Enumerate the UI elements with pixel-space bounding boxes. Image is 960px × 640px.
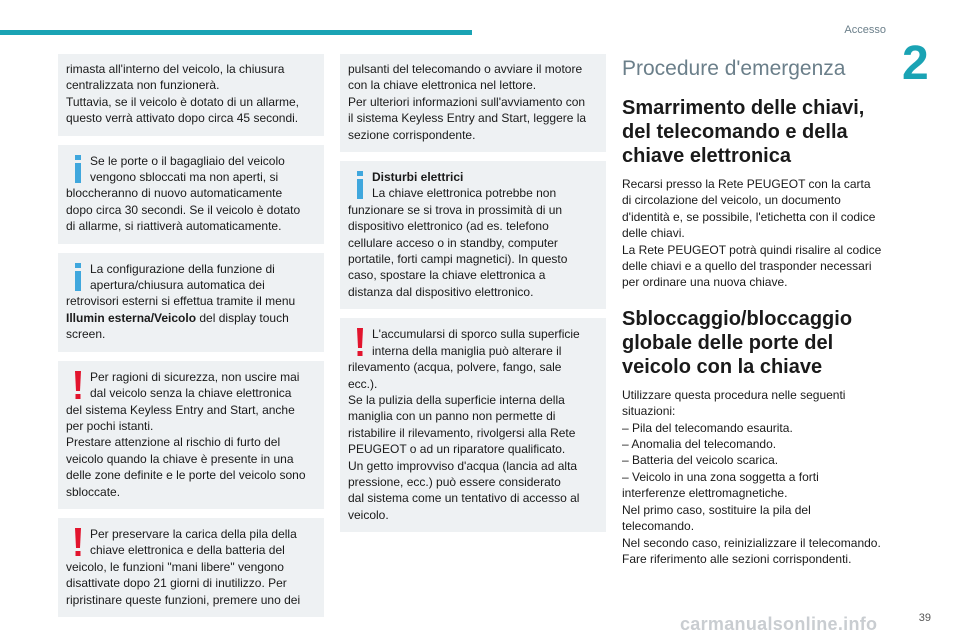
info-box-auto-relock bbox=[58, 145, 324, 244]
text-line: Tuttavia, se il veicolo è dotato di un allarme, bbox=[66, 94, 300, 109]
text-line: ecc.). bbox=[348, 376, 378, 391]
text-line: di allarme, si riattiverà automaticamente. bbox=[66, 219, 282, 234]
warning-icon bbox=[70, 528, 86, 558]
heading-line: globale delle porte del bbox=[622, 331, 834, 354]
text-line: La Rete PEUGEOT potrà quindi risalire al codice bbox=[622, 242, 882, 257]
text-line: sezione corrispondente. bbox=[348, 127, 476, 142]
text-line: funzionare se si trova in prossimità di un bbox=[348, 202, 563, 217]
list-item: – Batteria del veicolo scarica. bbox=[622, 453, 779, 468]
text-line: screen. bbox=[66, 327, 106, 342]
text-line: Un getto improvviso d'acqua (lancia ad alta bbox=[348, 458, 578, 473]
warning-box-battery bbox=[58, 518, 324, 617]
text-line: pressione, ecc.) può essere considerato bbox=[348, 474, 561, 489]
page-number: 39 bbox=[918, 612, 931, 624]
menu-name: Illumin esterna/Veicolo bbox=[66, 310, 197, 325]
text-line: del sistema Keyless Entry and Start, anche bbox=[66, 402, 295, 417]
warning-icon bbox=[352, 328, 368, 358]
text-line: pulsanti del telecomando o avviare il motore bbox=[348, 62, 583, 76]
heading-line: veicolo con la chiave bbox=[622, 355, 823, 378]
text-line: questo verrà attivato dopo circa 45 secondi. bbox=[66, 111, 299, 126]
text-line: sbloccate. bbox=[66, 484, 121, 499]
list-item: – Veicolo in una zona soggetta a forti bbox=[622, 469, 819, 484]
paragraph-global-unlock bbox=[622, 387, 890, 567]
text-line: cellulare acceso o in standby, computer bbox=[348, 235, 558, 250]
text-line: interna della maniglia può alterare il bbox=[372, 343, 562, 358]
text-line: dopo circa 30 secondi. Se il veicolo è dotato bbox=[66, 202, 301, 217]
text-line: situazioni: bbox=[622, 404, 676, 419]
text-line: veicolo quando la chiave è presente in una bbox=[66, 451, 294, 466]
text-line: Per preservare la carica della pila della bbox=[90, 526, 297, 541]
text-line: dal veicolo senza la chiave elettronica bbox=[90, 386, 292, 401]
column-left bbox=[58, 54, 324, 626]
text-line: d'identità e, se possibile, l'etichetta con il codice bbox=[622, 209, 876, 224]
text-line: ristabilire il rilevamento, rivolgersi alla Rete bbox=[348, 425, 576, 440]
text-line: bloccheranno di nuovo automaticamente bbox=[66, 186, 283, 201]
text-line: ripristinare queste funzioni, premere uno dei bbox=[66, 592, 301, 607]
text-fragment: del display touch bbox=[196, 310, 289, 325]
text-line: dal sistema come un tentativo di accesso al bbox=[348, 491, 580, 506]
text-line: Per ulteriori informazioni sull'avviamento con bbox=[348, 94, 586, 109]
paragraph-lost-keys bbox=[622, 176, 890, 291]
text-line: di circolazione del veicolo, un documento bbox=[622, 193, 841, 208]
list-item: – Pila del telecomando esaurita. bbox=[622, 420, 793, 435]
text-line: per pochi istanti. bbox=[66, 418, 154, 433]
text-line: portatile, forti campi magnetici). In questo bbox=[348, 252, 568, 267]
note-box-continued bbox=[340, 54, 606, 152]
text-line: delle chiavi. bbox=[622, 226, 685, 241]
subheading-global-unlock bbox=[622, 307, 890, 379]
text-line: vengono sbloccati ma non aperti, si bbox=[90, 170, 279, 185]
info-icon bbox=[70, 263, 86, 293]
subheading-lost-keys bbox=[622, 96, 890, 168]
text-line: Prestare attenzione al rischio di furto del bbox=[66, 435, 281, 450]
warning-icon bbox=[70, 371, 86, 401]
text-line: delle chiavi e a quello del trasponder necessari bbox=[622, 259, 872, 274]
text-line: veicolo, le funzioni "mani libere" vengono bbox=[66, 559, 284, 574]
text-line: apertura/chiusura automatica dei bbox=[90, 278, 265, 293]
chapter-number: 2 bbox=[902, 37, 929, 90]
text-line: con la chiave elettronica nel lettore. bbox=[348, 78, 537, 93]
info-icon bbox=[70, 155, 86, 185]
text-line: Recarsi presso la Rete PEUGEOT con la carta bbox=[622, 177, 871, 191]
header-accent-bar bbox=[0, 30, 472, 35]
text-line: L'accumularsi di sporco sulla superficie bbox=[372, 327, 580, 342]
text-line: distanza dal dispositivo elettronico. bbox=[348, 284, 534, 299]
text-line: maniglia con un panno non permette di bbox=[348, 409, 556, 424]
text-line: telecomando. bbox=[622, 519, 695, 534]
section-title: Accesso bbox=[844, 24, 886, 36]
watermark: carmanualsonline.info bbox=[680, 614, 878, 634]
info-box-mirror-config bbox=[58, 253, 324, 352]
text-line: Se le porte o il bagagliaio del veicolo bbox=[90, 153, 285, 168]
text-line: Per ragioni di sicurezza, non uscire mai bbox=[90, 369, 300, 384]
info-box-interference bbox=[340, 161, 606, 309]
text-line: retrovisori esterni si effettua tramite il menu bbox=[66, 294, 296, 309]
text-line: Nel primo caso, sostituire la pila del bbox=[622, 502, 811, 517]
warning-box-handle-dirt bbox=[340, 318, 606, 532]
text-line: rimasta all'interno del veicolo, la chiusura bbox=[66, 62, 285, 76]
info-icon bbox=[352, 171, 368, 201]
text-line: chiave elettronica e della batteria del bbox=[90, 543, 285, 558]
list-item: – Anomalia del telecomando. bbox=[622, 437, 777, 452]
text-line: delle zone definite e le porte del veicolo sono bbox=[66, 468, 306, 483]
text-line: il sistema Keyless Entry and Start, leggere la bbox=[348, 111, 587, 126]
heading-line: Sbloccaggio/bloccaggio bbox=[622, 307, 853, 330]
note-box-continued bbox=[58, 54, 324, 136]
column-middle bbox=[340, 54, 606, 541]
text-line: Se la pulizia della superficie interna della bbox=[348, 392, 565, 407]
text-line: dispositivo elettronico (ad es. telefono bbox=[348, 219, 549, 234]
warning-box-security bbox=[58, 361, 324, 509]
text-line: rilevamento (acqua, polvere, fango, sale bbox=[348, 360, 562, 375]
text-line: La configurazione della funzione di bbox=[90, 261, 275, 276]
text-line: veicolo. bbox=[348, 507, 389, 522]
text-line bbox=[66, 310, 316, 326]
text-line: Nel secondo caso, reinizializzare il telecomando. bbox=[622, 535, 881, 550]
text-line: centralizzata non funzionerà. bbox=[66, 78, 220, 93]
heading-line: Smarrimento delle chiavi, bbox=[622, 97, 865, 119]
heading-line: del telecomando e della bbox=[622, 121, 848, 143]
column-right bbox=[622, 56, 890, 583]
text-line: PEUGEOT o ad un riparatore qualificato. bbox=[348, 442, 566, 457]
section-heading: Procedure d'emergenza bbox=[622, 57, 846, 80]
text-line: interferenze elettromagnetiche. bbox=[622, 486, 788, 501]
text-line: Fare riferimento alle sezioni corrispondenti. bbox=[622, 551, 852, 566]
box-title: Disturbi elettrici bbox=[372, 170, 464, 185]
text-line: per ordinare una nuova chiave. bbox=[622, 275, 788, 290]
heading-line: chiave elettronica bbox=[622, 145, 791, 167]
text-line: Utilizzare questa procedura nelle seguenti bbox=[622, 387, 846, 402]
text-line: disattivate dopo 21 giorni di inutilizzo. Per bbox=[66, 576, 287, 591]
text-line: La chiave elettronica potrebbe non bbox=[372, 186, 557, 201]
text-line: caso, spostare la chiave elettronica a bbox=[348, 268, 546, 283]
